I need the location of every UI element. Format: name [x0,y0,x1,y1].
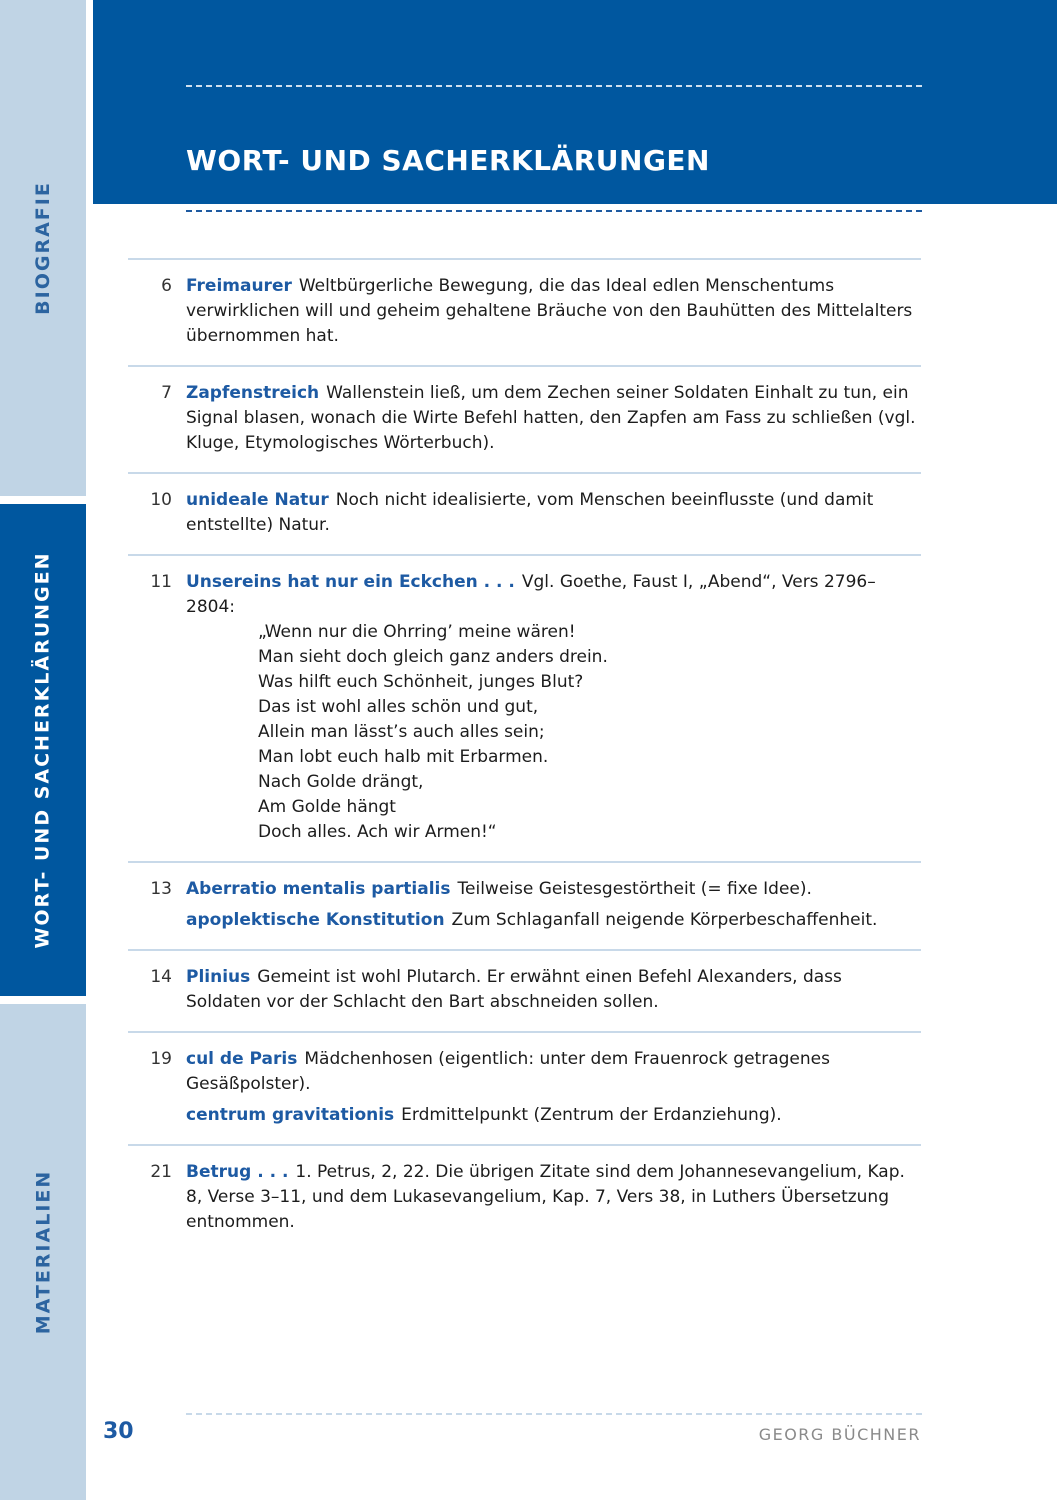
line-number: 21 [150,1162,172,1182]
page-title: WORT- UND SACHERKLÄRUNGEN [186,144,710,177]
poem-line: Doch alles. Ach wir Armen!“ [258,822,497,842]
glossary-entry [128,861,921,949]
sidebar-tab-label: WORT- UND SACHERKLÄRUNGEN [32,551,54,949]
glossary-term: Plinius [186,967,251,987]
glossary-entry [128,1144,921,1251]
sidebar-tab-biografie[interactable] [0,0,86,496]
sidebar-tab-materialien[interactable] [0,1004,86,1500]
glossary-definition: Noch nicht idealisierte, vom Menschen beeinflusste (und damit entstellte) Natur. [186,490,874,535]
glossary-term: Freimaurer [186,276,292,296]
line-number: 13 [150,879,172,899]
author-name: GEORG BÜCHNER [758,1425,921,1444]
glossary-definition: Erdmittelpunkt (Zentrum der Erdanziehung). [401,1105,782,1125]
glossary-entry [128,1031,921,1144]
header-divider-bottom [186,210,922,212]
poem-line: Allein man lässt’s auch alles sein; [258,722,545,742]
glossary-term: Betrug . . . [186,1162,289,1182]
sidebar-tab-wort-und-sacherklaerungen[interactable] [0,504,86,996]
page-number: 30 [103,1419,134,1444]
line-number: 6 [161,276,172,296]
glossary-term: Zapfenstreich [186,383,320,403]
line-number: 14 [150,967,172,987]
glossary-entry [128,258,921,365]
glossary-term: Aberratio mentalis partialis [186,879,451,899]
line-number: 19 [150,1049,172,1069]
sidebar-tab-label: MATERIALIEN [32,1169,55,1335]
poem-line: Das ist wohl alles schön und gut, [258,697,539,717]
glossary-term: unideale Natur [186,490,329,510]
poem-line: Man lobt euch halb mit Erbarmen. [258,747,549,767]
poem-line: „Wenn nur die Ohrring’ meine wären! [258,622,576,642]
glossary-term: apoplektische Konstitution [186,910,445,930]
glossary-definition: Zum Schlaganfall neigende Körperbeschaffenheit. [451,910,878,930]
glossary-entry [128,365,921,472]
glossary-definition: Gemeint ist wohl Plutarch. Er erwähnt einen Befehl Alexanders, dass Soldaten vor der Schlacht den Bart abschneiden sollen. [186,967,842,1012]
glossary-term: Unsereins hat nur ein Eckchen . . . [186,572,515,592]
line-number: 7 [161,383,172,403]
poem-quote [200,620,921,845]
header-divider-top [186,85,922,87]
sidebar-tab-label: BIOGRAFIE [32,181,55,315]
poem-line: Nach Golde drängt, [258,772,424,792]
glossary-definition: Weltbürgerliche Bewegung, die das Ideal edlen Menschentums verwirklichen will und geheim gehaltene Bräuche von den Bauhütten des Mittelalters übernommen hat. [186,276,913,346]
line-number: 11 [150,572,172,592]
glossary-definition: Vgl. Goethe, Faust I, „Abend“, Vers 2796–2804: [186,572,876,617]
glossary-term: cul de Paris [186,1049,298,1069]
glossary-entry [128,472,921,554]
glossary-term: centrum gravitationis [186,1105,395,1125]
glossary-entry [128,554,921,861]
poem-line: Man sieht doch gleich ganz anders drein. [258,647,608,667]
poem-line: Was hilft euch Schönheit, junges Blut? [258,672,584,692]
poem-line: Am Golde hängt [258,797,396,817]
glossary-definition: Mädchenhosen (eigentlich: unter dem Frauenrock getragenes Gesäßpolster). [186,1049,830,1094]
glossary-definition: Teilweise Geistesgestörtheit (= fixe Idee). [457,879,812,899]
glossary-definition: 1. Petrus, 2, 22. Die übrigen Zitate sind dem Johannesevangelium, Kap. 8, Verse 3–11, und dem Lukasevangelium, Kap. 7, Vers 38, in Luthers Übersetzung entnommen. [186,1162,905,1232]
glossary-list [128,258,921,1251]
footer-divider [186,1413,922,1415]
glossary-definition: Wallenstein ließ, um dem Zechen seiner Soldaten Einhalt zu tun, ein Signal blasen, wonach die Wirte Befehl hatten, den Zapfen am Fass zu schließen (vgl. Kluge, Etymologisches Wörterbuch). [186,383,916,453]
glossary-entry [128,949,921,1031]
line-number: 10 [150,490,172,510]
